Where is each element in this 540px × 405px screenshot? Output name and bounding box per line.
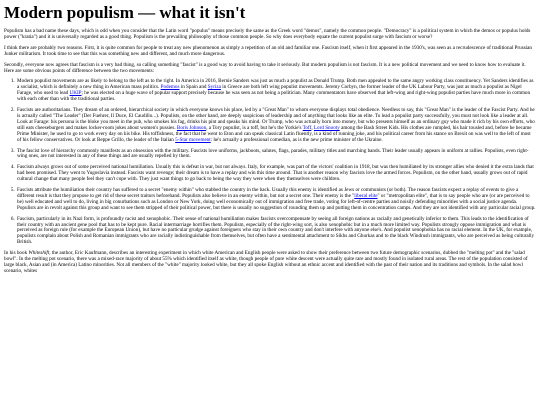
- paragraph-text: In his book: [4, 250, 29, 257]
- inline-link[interactable]: Toff: [302, 124, 312, 131]
- inline-link[interactable]: Boris Johnson: [176, 124, 207, 131]
- inline-link[interactable]: UKIP: [69, 90, 82, 97]
- differences-list: [4, 79, 536, 246]
- paragraph-text: Fascism always grows out of some perceived national humiliation. Usually this is defeat in war, but not always. Italy, for example, was part of the victors' coalition in 1918, but was then humiliated by its stronger allies who denied it the extra lands that had been promised. They went to Yugoslavia instead. Fascists want revenge; their dream is to have a replay and win this time around. That is another reason why fascists love the armed forces. Populism, on the other hand, usually grows out of rapid cultural change that many people feel they can't cope with. They just want things to go back to being the way they were when they themselves were children.: [17, 164, 534, 183]
- paragraph-text: among the Bash Street Kids. His clothes are rumpled, his hair tousled and, before he became Prime Minister, he used to go to work every day on his bike. His toffishness, the fact that he went to Eton and can speak classical Latin fluently, is a kind of running joke, and his political career from his stance on Brexit on was well to the left of most of his fellow conservatives. Or look at Beppe Grillo, the leader of the Italian: [17, 124, 532, 143]
- article-title: Modern populism — what it isn't: [4, 3, 246, 22]
- paragraph-text: Fascists are authoritarians. They dream of an ordered, hierarchical society in which everyone knows his place, led by a "Great Man" to whom everyone displays total obedience. Needless to say, this "Great Man" is the leader of the Fascist Party. And he is actually called "The Leader" (Der Fuehrer, Il Duce, El Caudillo...). Populists, on the other hand, are deeply suspicious of leadership and of anything that looks like an elite. To lead a populist party successfully, you must not look like a leader at all. Look at Farage: his persona is the bloke you meet in the pub, who smokes his fag, drinks his pint and speaks his mind. Or Trump, who was actually born into money, but who presents himself as an ordinary guy who made it rich by his own efforts, who still eats cheeseburgers and makes locker-room jokes about women's pussies.: [17, 107, 535, 131]
- paragraph-text: Populism has a bad name these days, which is odd when you consider that the Latin word "populus" means precisely the same as the Greek word "demos", namely the common people. "Democracy" is a political system in which the demos or populus holds power ("kratia") and it is universally regarded as a good thing. Populism is the prevailing philosophy of those common people. So why does everybody equate the current populist surge with fascism or worse?: [4, 28, 531, 40]
- list-item: [16, 217, 536, 247]
- inline-link[interactable]: Syriza: [207, 84, 221, 91]
- intro-paragraph: [4, 63, 536, 75]
- paragraph-text: ; he was elected on a huge wave of popular support precisely because he was seen as not being a politician. Many commentators have observed that left-wing and right-wing populist parties have much more in common with each other than with the traditional parties.: [17, 90, 531, 103]
- paragraph-text: ,: [311, 124, 314, 131]
- list-item: [16, 79, 536, 103]
- paragraph-text: Secondly, everyone now agrees that fascism is a very bad thing, so calling something "fascist" is a good way to avoid having to take it seriously. But modern populism is not fascism. It is a new political movement and we need to know how to evaluate it. Here are some obvious points of difference between the two movements:: [4, 61, 526, 74]
- closing-paragraph: [4, 251, 536, 275]
- paragraph-text: , the author, Eric Kaufmann, describes an interesting experiment in which white American and English people were asked to show their preference between two future demographic scenarios, dubbed the "melting pot" and the "salad bowl". In the melting pot scenario, there was a mixed-race majority of about 55% which identified itself as white, though people of pure white descent were actually quite rare and mostly found in isolated rural areas. The rest of the population consisted of large black, Asian and (in America) Latino minorities. Not all members of the "white" majority looked white, but they all spoke English without an ethnic accent and identified with the past of their nation and its traditions and symbols. In the salad bowl scenario, whites: [4, 250, 528, 274]
- paragraph-text: Fascists attribute the humiliation their country has suffered to a secret "enemy within" who stabbed the country in the back. Usually this enemy is identified as Jews or communists (or both). The reason fascists expect a replay of events to give a different result is that they propose to get rid of these secret traitors beforehand. Populists also believe in an enemy within, but not a secret one. Their enemy is the ": [17, 187, 519, 199]
- intro-paragraph: [4, 29, 536, 41]
- paragraph-text: : he's actually a professional comedian, as is the new prime minister of the Ukraine.: [210, 136, 383, 143]
- paragraph-text: " or "metropolitan elite", that is to say people who are (or are perceived to be) well educated and well to do, living in big conurbations such as London or New York, doing well economically out of immigration and free trade, voting for left-of-centre parties and noisily defending minorities with a social justice agenda. Populists are in revolt against this group and want to see them stripped of their political power, but there is usually no suggestion of rounding them up and putting them in concentration camps. And they are not identified with any particular racial group.: [17, 192, 536, 211]
- paragraph-text: Fascism, particularly in its Nazi form, is profoundly racist and xenophobic. Their sense of national humiliation makes fascists overcompensate by seeing all foreign nations as racially and genetically inferior to them. This leads to the identification of their country with an ancient gene pool that has to be kept pure. Racial intermarriage horrifies them. Populism, especially of the right-wing sort, is also xenophobic but in a much more limited way. Populists strongly oppose immigration and what is perceived as foreign rule (for example the European Union), but have no particular grudge against foreigners who stay in their own country and don't interfere with anyone else's. And populist xenophobia has no racial element. In the UK, for example, populists complain about Polish and Romanian immigrants who are racially indistinguishable from themselves, but often have a sentimental attachment to Sikhs and Ghurkas and to the black Windrush immigrants, who are perceived as being culturally British.: [17, 215, 535, 246]
- inline-link[interactable]: Lord Snooty: [313, 124, 340, 131]
- intro-paragraph: [4, 46, 536, 58]
- paragraph-text: The fascist love of hierarchy commonly manifests as an obsession with the military. Fascists love uniforms, jackboots, salutes, flags, parades, military titles and marching bands. Their leader usually appears in uniform at rallies. Populists, even right-wing ones, are not interested in any of these things and are usually repelled by them.: [17, 147, 529, 160]
- list-item: [16, 165, 536, 183]
- book-title: Whiteshift: [28, 250, 50, 257]
- paragraph-text: I think there are probably two reasons. First, it is quite common for people to treat any new phenomenon as simply a repetition of an old and familiar one. Fascism itself, when it first appeared in the 1930's, was seen as a recrudescence of traditional Prussian Junker militarism. It took time to see that this was something new and different, and much more dangerous.: [4, 44, 532, 57]
- list-item: [16, 108, 536, 143]
- list-item: [16, 188, 536, 212]
- inline-link[interactable]: liberal elite: [354, 192, 378, 199]
- intro-section: [4, 29, 536, 74]
- paragraph-text: in Spain and: [179, 84, 208, 91]
- paragraph-text: Modern populist movements are as likely to belong to the left as to the right. In America in 2016, Bernie Sanders was just as much a populist as Donald Trump. Both men appealed to the same angry working class constituency. Yet Sanders identifies as a socialist, which is definitely a new thing in American mass politics.: [17, 78, 534, 91]
- inline-link[interactable]: 5-Star movement: [175, 136, 211, 143]
- paragraph-text: , a Tory populist, is a toff, but he's the Yorkie's: [206, 124, 303, 131]
- list-item: [16, 149, 536, 161]
- paragraph-text: in Greece are both left wing populist movements. Jeremy Corbyn, the former leader of the UK Labour Party, was just as much a populist as Nigel Farage, who used to lead: [17, 84, 522, 97]
- inline-link[interactable]: Podemos: [160, 84, 180, 91]
